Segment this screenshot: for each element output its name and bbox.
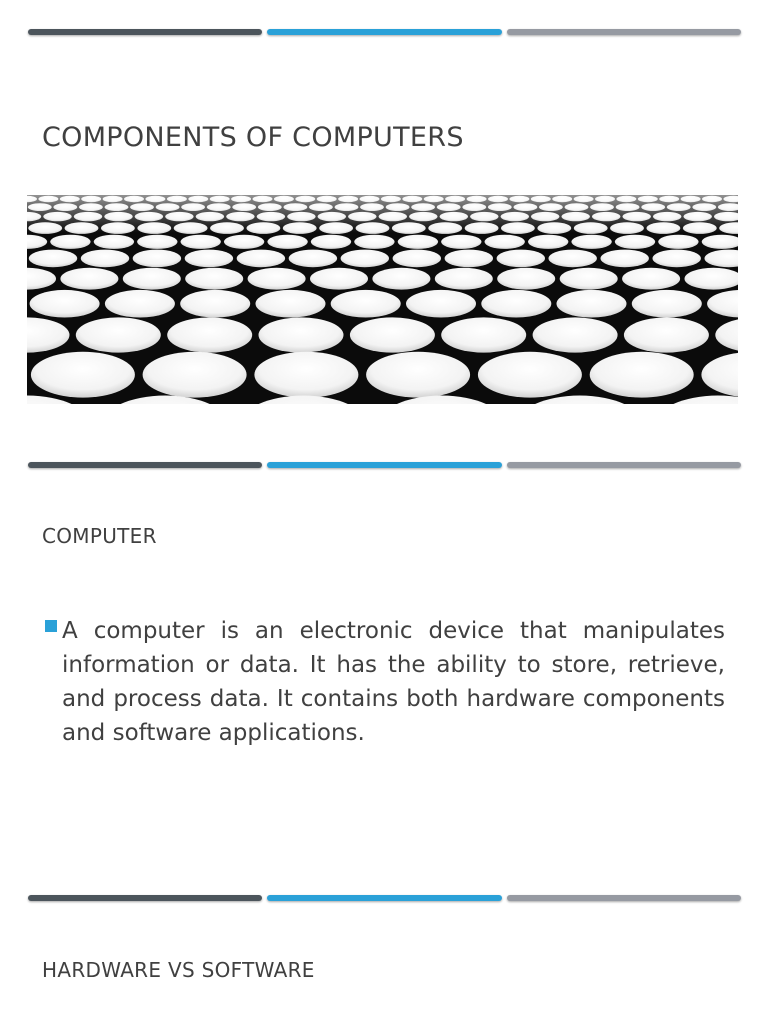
accent-bar-blue: [267, 462, 501, 468]
accent-bars: [28, 29, 741, 37]
accent-bar-gray: [507, 462, 741, 468]
hero-image: [27, 195, 738, 404]
accent-bars: [28, 462, 741, 470]
accent-bars: [28, 895, 741, 903]
accent-bar-dark: [28, 895, 262, 901]
accent-bar-dark: [28, 29, 262, 35]
accent-bar-dark: [28, 462, 262, 468]
slide-title: HARDWARE VS SOFTWARE: [42, 958, 315, 982]
accent-bar-blue: [267, 895, 501, 901]
accent-bar-gray: [507, 29, 741, 35]
slide-title: COMPUTER: [42, 524, 157, 548]
bullet-text: A computer is an electronic device that manipulates information or data. It has the ability to store, retrieve, and process data. It contains both hardware components and software applications.: [62, 618, 725, 746]
white-discs-image: [27, 195, 738, 404]
slide-title: COMPONENTS OF COMPUTERS: [42, 122, 464, 153]
accent-bar-blue: [267, 29, 501, 35]
bullet-square-icon: [45, 620, 57, 632]
accent-bar-gray: [507, 895, 741, 901]
